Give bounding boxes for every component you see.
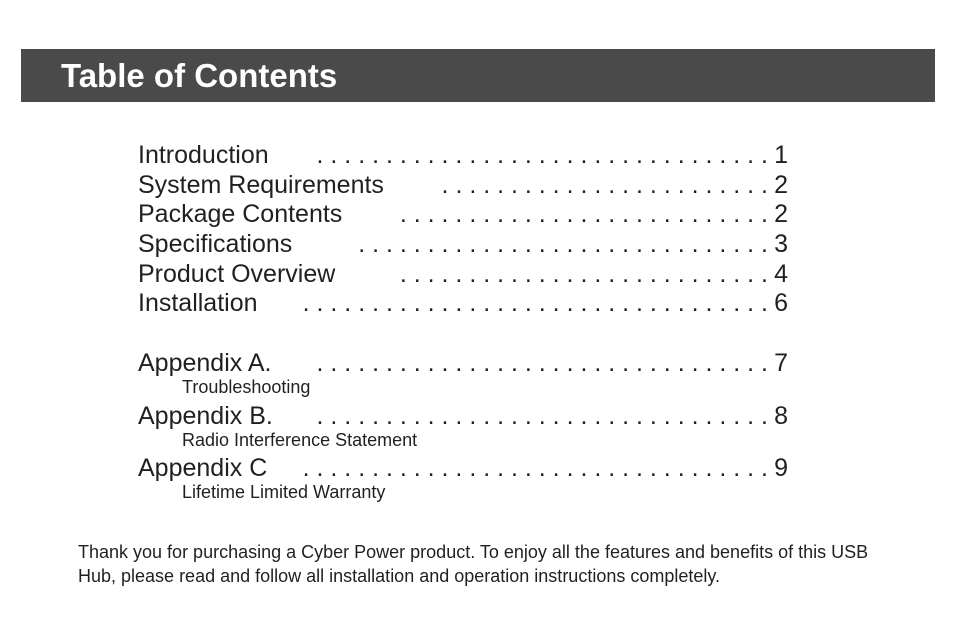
intro-paragraph: Thank you for purchasing a Cyber Power product. To enjoy all the features and benefits of this USB Hub, please read and follow all installation and operation instructions completely.: [78, 542, 869, 586]
toc-entry-appendix-a[interactable]: [138, 348, 788, 378]
toc-page-number: 4: [774, 259, 788, 288]
toc-page-number: 8: [774, 401, 788, 430]
toc-entry-label: Appendix C: [138, 454, 268, 483]
toc-entry-subtitle: Radio Interference Statement: [182, 429, 418, 450]
toc-entry-subtitle: Troubleshooting: [182, 377, 311, 398]
toc-entry-system-requirements[interactable]: [138, 170, 788, 200]
toc-entry-label: Package Contents: [138, 200, 343, 229]
toc-leader-dots: . . . . . . . . . . . . . . . . . . . . . . . . . . . . . . . . .: [316, 141, 768, 169]
toc-entry-label: Appendix B.: [138, 401, 273, 430]
toc-entry-installation[interactable]: [138, 288, 788, 318]
toc-entry-label: Appendix A.: [138, 349, 272, 378]
toc-leader-dots: . . . . . . . . . . . . . . . . . . . . . . . . . . . . . .: [358, 230, 768, 259]
header-bar: [21, 49, 935, 102]
toc-page-number: 2: [774, 200, 788, 229]
toc-leader-dots: . . . . . . . . . . . . . . . . . . . . . . . . . . . . . . . . . .: [302, 454, 768, 483]
toc-entry-label: Installation: [138, 289, 258, 318]
toc-entry-specifications[interactable]: [138, 229, 788, 259]
toc-entry-subtitle: Lifetime Limited Warranty: [182, 482, 386, 503]
toc-page-number: 6: [774, 289, 788, 318]
toc-entry-product-overview[interactable]: [138, 259, 788, 289]
toc-leader-dots: . . . . . . . . . . . . . . . . . . . . . . . . . . . . . . . . .: [316, 401, 768, 430]
toc-leader-dots: . . . . . . . . . . . . . . . . . . . . . . . . . . . . . . . . .: [316, 349, 768, 378]
toc-entry-label: Specifications: [138, 230, 293, 259]
toc-entry-label: Product Overview: [138, 259, 336, 288]
table-of-contents: [138, 140, 788, 506]
toc-spacer: [138, 318, 788, 348]
toc-page-number: 7: [774, 349, 788, 378]
toc-entry-appendix-c[interactable]: [138, 453, 788, 483]
toc-leader-dots: . . . . . . . . . . . . . . . . . . . . . . . . . . .: [399, 200, 768, 229]
toc-leader-dots: . . . . . . . . . . . . . . . . . . . . . . . . . . .: [399, 259, 768, 288]
toc-entry-package-contents[interactable]: [138, 199, 788, 229]
toc-entry-label: System Requirements: [138, 170, 384, 199]
toc-entry-appendix-b[interactable]: [138, 401, 788, 431]
toc-leader-dots: . . . . . . . . . . . . . . . . . . . . . . . .: [441, 170, 768, 199]
toc-entry-introduction[interactable]: [138, 140, 788, 170]
toc-page-number: 2: [774, 170, 788, 199]
page-title: Table of Contents: [61, 57, 338, 94]
toc-leader-dots: . . . . . . . . . . . . . . . . . . . . . . . . . . . . . . . . . .: [302, 289, 768, 318]
toc-page-number: 1: [774, 141, 788, 169]
toc-page-number: 3: [774, 230, 788, 259]
toc-entry-label: Introduction: [138, 141, 269, 169]
toc-page-number: 9: [774, 454, 788, 483]
